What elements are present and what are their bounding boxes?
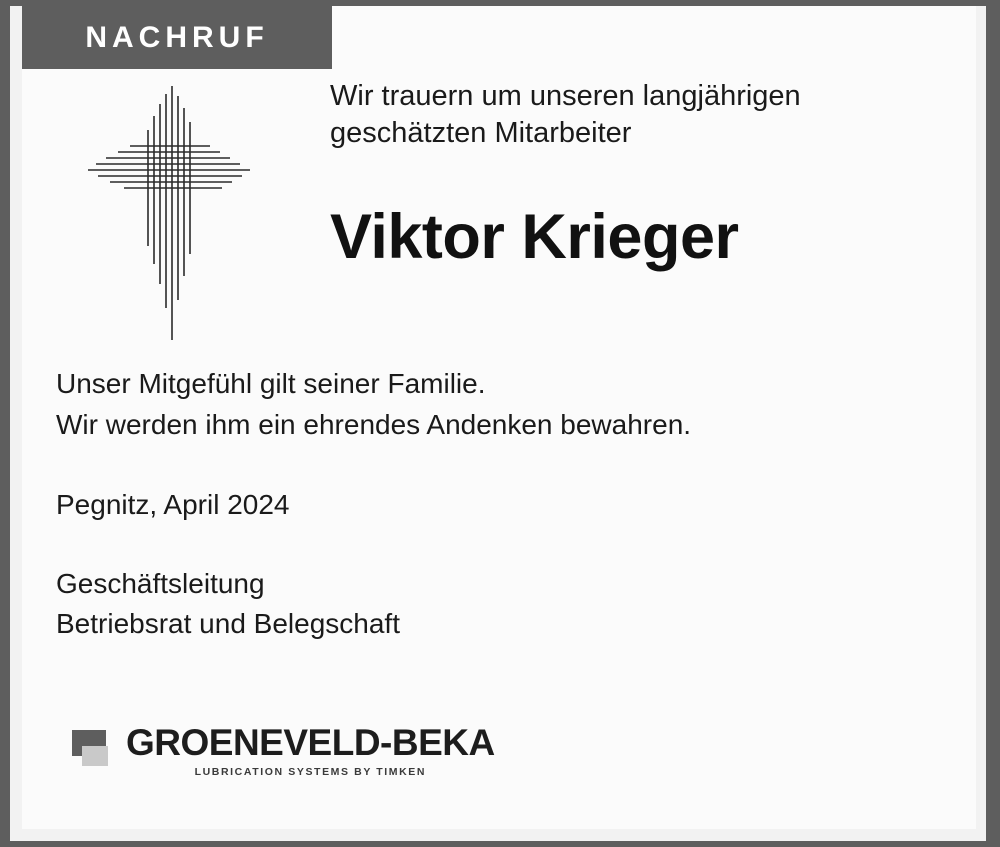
lead-line-1: Wir trauern um unseren langjährigen — [330, 80, 801, 112]
frame-border-right — [986, 0, 1000, 847]
logo-company-name: GROENEVELD-BEKA — [126, 722, 495, 763]
nachruf-banner — [22, 6, 332, 69]
deceased-name: Viktor Krieger — [330, 202, 739, 272]
lead-text — [330, 78, 950, 152]
spacer-1 — [56, 445, 936, 485]
notice-body — [56, 364, 936, 645]
company-logo — [72, 724, 495, 778]
place-date: Pegnitz, April 2024 — [56, 489, 290, 521]
condolence-line-1: Unser Mitgefühl gilt seiner Familie. — [56, 368, 486, 399]
logo-tagline: LUBRICATION SYSTEMS BY TIMKEN — [194, 766, 427, 778]
logo-text — [126, 724, 495, 778]
lead-line-2: geschätzten Mitarbeiter — [330, 116, 632, 149]
signatory-line-1: Geschäftsleitung — [56, 567, 265, 599]
logo-mark-light-square — [82, 746, 108, 766]
condolence-line-2: Wir werden ihm ein ehrendes Andenken bewahren. — [56, 408, 692, 440]
frame-border-left — [0, 0, 10, 847]
spacer-2 — [56, 526, 936, 564]
signatory-line-2: Betriebsrat und Belegschaft — [56, 608, 400, 640]
notice-inner — [10, 6, 986, 841]
square-logo-mark-icon — [72, 730, 118, 770]
frame-border-bottom — [0, 841, 1000, 847]
cross-icon — [80, 78, 260, 348]
banner-label: NACHRUF — [85, 20, 269, 54]
